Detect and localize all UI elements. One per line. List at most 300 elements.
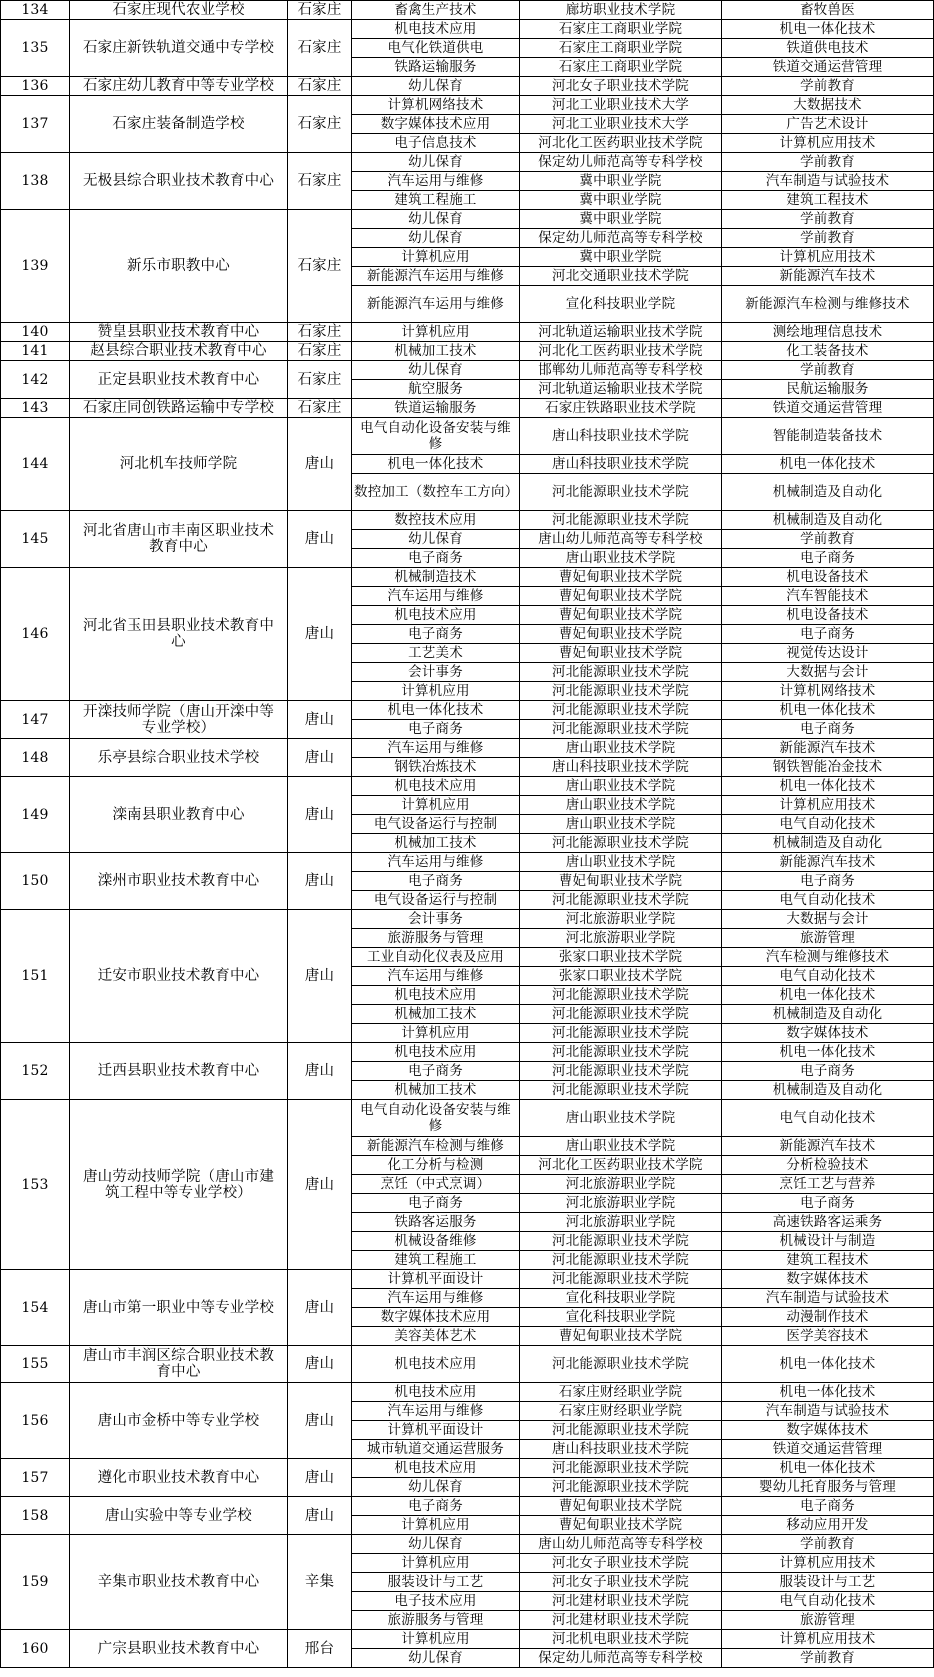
college-cell: 河北旅游职业学院: [520, 1175, 722, 1194]
college-cell: 河北能源职业技术学院: [520, 701, 722, 720]
higher-major-cell: 高速铁路客运乘务: [722, 1213, 934, 1232]
college-cell: 唐山科技职业技术学院: [520, 418, 722, 455]
higher-major-cell: 学前教育: [722, 361, 934, 380]
higher-major-cell: 数字媒体技术: [722, 1024, 934, 1043]
city-cell: 唐山: [288, 1043, 352, 1100]
table-row: [1, 323, 934, 342]
secondary-major-cell: 钢铁冶炼技术: [352, 758, 520, 777]
school-name-cell: 正定县职业技术教育中心: [70, 361, 288, 399]
college-cell: 曹妃甸职业技术学院: [520, 1327, 722, 1346]
secondary-major-cell: 汽车运用与维修: [352, 587, 520, 606]
table-row: [1, 1535, 934, 1554]
higher-major-cell: 视觉传达设计: [722, 644, 934, 663]
city-cell: 石家庄: [288, 1, 352, 20]
school-name-cell: 赵县综合职业技术教育中心: [70, 342, 288, 361]
college-cell: 唐山幼儿师范高等专科学校: [520, 1535, 722, 1554]
higher-major-cell: 计算机应用技术: [722, 248, 934, 267]
college-cell: 曹妃甸职业技术学院: [520, 644, 722, 663]
city-cell: 唐山: [288, 1100, 352, 1270]
secondary-major-cell: 电子商务: [352, 1062, 520, 1081]
school-name-cell: 石家庄新铁轨道交通中专学校: [70, 20, 288, 77]
college-cell: 唐山职业技术学院: [520, 1137, 722, 1156]
table-row: [1, 853, 934, 872]
secondary-major-cell: 工业自动化仪表及应用: [352, 948, 520, 967]
table-row: [1, 1, 934, 20]
secondary-major-cell: 机电技术应用: [352, 986, 520, 1005]
secondary-major-cell: 计算机平面设计: [352, 1421, 520, 1440]
higher-major-cell: 机械制造及自动化: [722, 1005, 934, 1024]
school-number-cell: 156: [1, 1383, 70, 1459]
higher-major-cell: 服装设计与工艺: [722, 1573, 934, 1592]
secondary-major-cell: 机电技术应用: [352, 606, 520, 625]
higher-major-cell: 计算机应用技术: [722, 1630, 934, 1649]
college-cell: 唐山职业技术学院: [520, 853, 722, 872]
higher-major-cell: 新能源汽车检测与维修技术: [722, 286, 934, 323]
college-cell: 河北能源职业技术学院: [520, 1024, 722, 1043]
table-row: [1, 96, 934, 115]
secondary-major-cell: 汽车运用与维修: [352, 1289, 520, 1308]
college-cell: 河北能源职业技术学院: [520, 1232, 722, 1251]
secondary-major-cell: 幼儿保育: [352, 1649, 520, 1668]
secondary-major-cell: 电子技术应用: [352, 1592, 520, 1611]
higher-major-cell: 电气自动化技术: [722, 891, 934, 910]
school-number-cell: 149: [1, 777, 70, 853]
city-cell: 石家庄: [288, 77, 352, 96]
college-cell: 曹妃甸职业技术学院: [520, 1497, 722, 1516]
college-cell: 河北能源职业技术学院: [520, 1081, 722, 1100]
college-cell: 河北建材职业技术学院: [520, 1611, 722, 1630]
city-cell: 唐山: [288, 1497, 352, 1535]
higher-major-cell: 测绘地理信息技术: [722, 323, 934, 342]
table-row: [1, 1043, 934, 1062]
college-cell: 河北能源职业技术学院: [520, 474, 722, 511]
school-name-cell: 赞皇县职业技术教育中心: [70, 323, 288, 342]
college-cell: 唐山科技职业技术学院: [520, 1440, 722, 1459]
college-cell: 唐山职业技术学院: [520, 549, 722, 568]
college-cell: 河北能源职业技术学院: [520, 663, 722, 682]
secondary-major-cell: 汽车运用与维修: [352, 1402, 520, 1421]
college-cell: 宣化科技职业学院: [520, 286, 722, 323]
college-cell: 河北化工医药职业技术学院: [520, 342, 722, 361]
secondary-major-cell: 铁路运输服务: [352, 58, 520, 77]
college-cell: 河北能源职业技术学院: [520, 1421, 722, 1440]
higher-major-cell: 汽车制造与试验技术: [722, 1289, 934, 1308]
higher-major-cell: 电子商务: [722, 1497, 934, 1516]
table-row: [1, 418, 934, 455]
higher-major-cell: 计算机应用技术: [722, 134, 934, 153]
college-cell: 石家庄财经职业学院: [520, 1383, 722, 1402]
school-name-cell: 唐山劳动技师学院（唐山市建筑工程中等专业学校）: [70, 1100, 288, 1270]
college-cell: 石家庄财经职业学院: [520, 1402, 722, 1421]
secondary-major-cell: 计算机应用: [352, 796, 520, 815]
secondary-major-cell: 会计事务: [352, 910, 520, 929]
higher-major-cell: 广告艺术设计: [722, 115, 934, 134]
city-cell: 唐山: [288, 568, 352, 701]
secondary-major-cell: 幼儿保育: [352, 153, 520, 172]
higher-major-cell: 动漫制作技术: [722, 1308, 934, 1327]
school-number-cell: 152: [1, 1043, 70, 1100]
school-number-cell: 158: [1, 1497, 70, 1535]
school-name-cell: 石家庄装备制造学校: [70, 96, 288, 153]
school-name-cell: 唐山市第一职业中等专业学校: [70, 1270, 288, 1346]
secondary-major-cell: 机电一体化技术: [352, 455, 520, 474]
city-cell: 石家庄: [288, 361, 352, 399]
secondary-major-cell: 烹饪（中式烹调）: [352, 1175, 520, 1194]
secondary-major-cell: 新能源汽车运用与维修: [352, 286, 520, 323]
college-cell: 河北能源职业技术学院: [520, 1251, 722, 1270]
secondary-major-cell: 机电技术应用: [352, 20, 520, 39]
secondary-major-cell: 幼儿保育: [352, 530, 520, 549]
table-row: [1, 511, 934, 530]
secondary-major-cell: 美容美体艺术: [352, 1327, 520, 1346]
higher-major-cell: 机械制造及自动化: [722, 834, 934, 853]
higher-major-cell: 数字媒体技术: [722, 1270, 934, 1289]
table-row: [1, 568, 934, 587]
college-cell: 廊坊职业技术学院: [520, 1, 722, 20]
college-cell: 河北化工医药职业技术学院: [520, 1156, 722, 1175]
higher-major-cell: 民航运输服务: [722, 380, 934, 399]
table-row: [1, 399, 934, 418]
secondary-major-cell: 工艺美术: [352, 644, 520, 663]
secondary-major-cell: 会计事务: [352, 663, 520, 682]
secondary-major-cell: 机械加工技术: [352, 342, 520, 361]
college-cell: 河北交通职业技术学院: [520, 267, 722, 286]
school-number-cell: 159: [1, 1535, 70, 1630]
secondary-major-cell: 电子商务: [352, 549, 520, 568]
city-cell: 石家庄: [288, 153, 352, 210]
secondary-major-cell: 建筑工程施工: [352, 191, 520, 210]
higher-major-cell: 建筑工程技术: [722, 191, 934, 210]
secondary-major-cell: 电子信息技术: [352, 134, 520, 153]
higher-major-cell: 铁道交通运营管理: [722, 1440, 934, 1459]
higher-major-cell: 机电一体化技术: [722, 777, 934, 796]
college-cell: 石家庄工商职业学院: [520, 58, 722, 77]
higher-major-cell: 学前教育: [722, 1535, 934, 1554]
higher-major-cell: 机电一体化技术: [722, 1043, 934, 1062]
higher-major-cell: 铁道交通运营管理: [722, 58, 934, 77]
school-name-cell: 乐亭县综合职业技术学校: [70, 739, 288, 777]
secondary-major-cell: 电子商务: [352, 625, 520, 644]
school-number-cell: 146: [1, 568, 70, 701]
city-cell: 石家庄: [288, 323, 352, 342]
secondary-major-cell: 幼儿保育: [352, 361, 520, 380]
higher-major-cell: 学前教育: [722, 1649, 934, 1668]
higher-major-cell: 电子商务: [722, 1062, 934, 1081]
higher-major-cell: 移动应用开发: [722, 1516, 934, 1535]
city-cell: 唐山: [288, 910, 352, 1043]
table-row: [1, 361, 934, 380]
city-cell: 唐山: [288, 701, 352, 739]
college-cell: 河北女子职业技术学院: [520, 1554, 722, 1573]
school-number-cell: 137: [1, 96, 70, 153]
college-cell: 河北旅游职业学院: [520, 910, 722, 929]
secondary-major-cell: 数控加工（数控车工方向）: [352, 474, 520, 511]
secondary-major-cell: 机电技术应用: [352, 777, 520, 796]
secondary-major-cell: 数字媒体技术应用: [352, 1308, 520, 1327]
college-cell: 唐山幼儿师范高等专科学校: [520, 530, 722, 549]
higher-major-cell: 机械制造及自动化: [722, 511, 934, 530]
secondary-major-cell: 机电技术应用: [352, 1459, 520, 1478]
higher-major-cell: 学前教育: [722, 77, 934, 96]
college-cell: 河北能源职业技术学院: [520, 1270, 722, 1289]
college-cell: 河北工业职业技术大学: [520, 115, 722, 134]
city-cell: 唐山: [288, 777, 352, 853]
school-number-cell: 157: [1, 1459, 70, 1497]
college-cell: 河北轨道运输职业技术学院: [520, 323, 722, 342]
college-cell: 唐山职业技术学院: [520, 815, 722, 834]
table-row: [1, 77, 934, 96]
school-name-cell: 唐山实验中等专业学校: [70, 1497, 288, 1535]
school-number-cell: 140: [1, 323, 70, 342]
school-number-cell: 139: [1, 210, 70, 323]
secondary-major-cell: 机械加工技术: [352, 1081, 520, 1100]
table-row: [1, 1497, 934, 1516]
college-cell: 宣化科技职业学院: [520, 1308, 722, 1327]
school-number-cell: 138: [1, 153, 70, 210]
higher-major-cell: 计算机应用技术: [722, 796, 934, 815]
secondary-major-cell: 数控技术应用: [352, 511, 520, 530]
higher-major-cell: 医学美容技术: [722, 1327, 934, 1346]
secondary-major-cell: 电气设备运行与控制: [352, 891, 520, 910]
school-number-cell: 153: [1, 1100, 70, 1270]
secondary-major-cell: 新能源汽车检测与维修: [352, 1137, 520, 1156]
secondary-major-cell: 汽车运用与维修: [352, 739, 520, 758]
higher-major-cell: 学前教育: [722, 153, 934, 172]
school-number-cell: 135: [1, 20, 70, 77]
school-name-cell: 唐山市金桥中等专业学校: [70, 1383, 288, 1459]
city-cell: 唐山: [288, 1383, 352, 1459]
school-name-cell: 辛集市职业技术教育中心: [70, 1535, 288, 1630]
school-name-cell: 河北省玉田县职业技术教育中心: [70, 568, 288, 701]
higher-major-cell: 烹饪工艺与营养: [722, 1175, 934, 1194]
higher-major-cell: 机电一体化技术: [722, 986, 934, 1005]
secondary-major-cell: 数字媒体技术应用: [352, 115, 520, 134]
city-cell: 唐山: [288, 853, 352, 910]
higher-major-cell: 铁道供电技术: [722, 39, 934, 58]
secondary-major-cell: 计算机平面设计: [352, 1270, 520, 1289]
college-cell: 唐山职业技术学院: [520, 777, 722, 796]
college-cell: 河北女子职业技术学院: [520, 1573, 722, 1592]
college-cell: 张家口职业技术学院: [520, 967, 722, 986]
city-cell: 邢台: [288, 1630, 352, 1668]
higher-major-cell: 汽车检测与维修技术: [722, 948, 934, 967]
college-cell: 石家庄铁路职业技术学院: [520, 399, 722, 418]
table-row: [1, 1270, 934, 1289]
city-cell: 石家庄: [288, 342, 352, 361]
table-row: [1, 1383, 934, 1402]
city-cell: 唐山: [288, 1346, 352, 1383]
higher-major-cell: 婴幼儿托育服务与管理: [722, 1478, 934, 1497]
school-number-cell: 143: [1, 399, 70, 418]
school-number-cell: 151: [1, 910, 70, 1043]
secondary-major-cell: 汽车运用与维修: [352, 967, 520, 986]
higher-major-cell: 钢铁智能冶金技术: [722, 758, 934, 777]
higher-major-cell: 智能制造装备技术: [722, 418, 934, 455]
city-cell: 石家庄: [288, 399, 352, 418]
secondary-major-cell: 服装设计与工艺: [352, 1573, 520, 1592]
college-cell: 冀中职业学院: [520, 248, 722, 267]
secondary-major-cell: 航空服务: [352, 380, 520, 399]
higher-major-cell: 机械设计与制造: [722, 1232, 934, 1251]
secondary-major-cell: 电子商务: [352, 872, 520, 891]
school-number-cell: 142: [1, 361, 70, 399]
school-number-cell: 144: [1, 418, 70, 511]
secondary-major-cell: 幼儿保育: [352, 1535, 520, 1554]
secondary-major-cell: 新能源汽车运用与维修: [352, 267, 520, 286]
higher-major-cell: 汽车制造与试验技术: [722, 172, 934, 191]
table-row: [1, 20, 934, 39]
secondary-major-cell: 机械加工技术: [352, 834, 520, 853]
secondary-major-cell: 机电技术应用: [352, 1043, 520, 1062]
higher-major-cell: 机电设备技术: [722, 606, 934, 625]
table-row: [1, 1459, 934, 1478]
school-number-cell: 134: [1, 1, 70, 20]
higher-major-cell: 新能源汽车技术: [722, 1137, 934, 1156]
secondary-major-cell: 铁道运输服务: [352, 399, 520, 418]
higher-major-cell: 旅游管理: [722, 929, 934, 948]
higher-major-cell: 机电一体化技术: [722, 1346, 934, 1383]
school-name-cell: 石家庄同创铁路运输中专学校: [70, 399, 288, 418]
secondary-major-cell: 幼儿保育: [352, 210, 520, 229]
secondary-major-cell: 计算机应用: [352, 1630, 520, 1649]
higher-major-cell: 计算机网络技术: [722, 682, 934, 701]
city-cell: 辛集: [288, 1535, 352, 1630]
higher-major-cell: 计算机应用技术: [722, 1554, 934, 1573]
secondary-major-cell: 汽车运用与维修: [352, 853, 520, 872]
table-row: [1, 1100, 934, 1137]
secondary-major-cell: 化工分析与检测: [352, 1156, 520, 1175]
secondary-major-cell: 计算机应用: [352, 682, 520, 701]
college-cell: 河北能源职业技术学院: [520, 1478, 722, 1497]
college-cell: 邯郸幼儿师范高等专科学校: [520, 361, 722, 380]
school-number-cell: 141: [1, 342, 70, 361]
higher-major-cell: 分析检验技术: [722, 1156, 934, 1175]
school-number-cell: 150: [1, 853, 70, 910]
school-name-cell: 广宗县职业技术教育中心: [70, 1630, 288, 1668]
table-row: [1, 153, 934, 172]
secondary-major-cell: 机械制造技术: [352, 568, 520, 587]
city-cell: 唐山: [288, 739, 352, 777]
school-number-cell: 154: [1, 1270, 70, 1346]
college-cell: 冀中职业学院: [520, 210, 722, 229]
school-name-cell: 迁西县职业技术教育中心: [70, 1043, 288, 1100]
secondary-major-cell: 计算机应用: [352, 1516, 520, 1535]
secondary-major-cell: 计算机应用: [352, 323, 520, 342]
city-cell: 唐山: [288, 511, 352, 568]
secondary-major-cell: 电气自动化设备安装与维修: [352, 1100, 520, 1137]
higher-major-cell: 大数据技术: [722, 96, 934, 115]
school-name-cell: 石家庄现代农业学校: [70, 1, 288, 20]
table-row: [1, 777, 934, 796]
college-cell: 宣化科技职业学院: [520, 1289, 722, 1308]
higher-major-cell: 建筑工程技术: [722, 1251, 934, 1270]
college-cell: 河北能源职业技术学院: [520, 1043, 722, 1062]
city-cell: 石家庄: [288, 96, 352, 153]
college-cell: 唐山职业技术学院: [520, 739, 722, 758]
college-cell: 河北建材职业技术学院: [520, 1592, 722, 1611]
secondary-major-cell: 机电技术应用: [352, 1346, 520, 1383]
secondary-major-cell: 电气设备运行与控制: [352, 815, 520, 834]
secondary-major-cell: 机械加工技术: [352, 1005, 520, 1024]
secondary-major-cell: 幼儿保育: [352, 229, 520, 248]
school-name-cell: 无极县综合职业技术教育中心: [70, 153, 288, 210]
college-cell: 保定幼儿师范高等专科学校: [520, 229, 722, 248]
higher-major-cell: 电子商务: [722, 1194, 934, 1213]
higher-major-cell: 机械制造及自动化: [722, 1081, 934, 1100]
college-cell: 河北机电职业技术学院: [520, 1630, 722, 1649]
secondary-major-cell: 计算机应用: [352, 1024, 520, 1043]
higher-major-cell: 机电一体化技术: [722, 20, 934, 39]
higher-major-cell: 电子商务: [722, 549, 934, 568]
college-cell: 河北旅游职业学院: [520, 1194, 722, 1213]
secondary-major-cell: 电子商务: [352, 720, 520, 739]
college-cell: 张家口职业技术学院: [520, 948, 722, 967]
school-number-cell: 148: [1, 739, 70, 777]
higher-major-cell: 机电一体化技术: [722, 1459, 934, 1478]
college-cell: 曹妃甸职业技术学院: [520, 1516, 722, 1535]
higher-major-cell: 汽车智能技术: [722, 587, 934, 606]
secondary-major-cell: 计算机网络技术: [352, 96, 520, 115]
higher-major-cell: 机电一体化技术: [722, 1383, 934, 1402]
secondary-major-cell: 旅游服务与管理: [352, 1611, 520, 1630]
secondary-major-cell: 幼儿保育: [352, 1478, 520, 1497]
college-cell: 唐山职业技术学院: [520, 796, 722, 815]
secondary-major-cell: 旅游服务与管理: [352, 929, 520, 948]
higher-major-cell: 学前教育: [722, 530, 934, 549]
secondary-major-cell: 电气化铁道供电: [352, 39, 520, 58]
school-name-cell: 滦州市职业技术教育中心: [70, 853, 288, 910]
school-number-cell: 155: [1, 1346, 70, 1383]
table-row: [1, 910, 934, 929]
higher-major-cell: 电子商务: [722, 872, 934, 891]
college-cell: 河北能源职业技术学院: [520, 682, 722, 701]
secondary-major-cell: 汽车运用与维修: [352, 172, 520, 191]
secondary-major-cell: 电气自动化设备安装与维修: [352, 418, 520, 455]
college-cell: 唐山科技职业技术学院: [520, 758, 722, 777]
college-cell: 河北女子职业技术学院: [520, 77, 722, 96]
college-cell: 河北能源职业技术学院: [520, 1062, 722, 1081]
higher-major-cell: 电气自动化技术: [722, 1100, 934, 1137]
higher-major-cell: 大数据与会计: [722, 910, 934, 929]
college-cell: 冀中职业学院: [520, 172, 722, 191]
college-cell: 石家庄工商职业学院: [520, 20, 722, 39]
secondary-major-cell: 计算机应用: [352, 248, 520, 267]
higher-major-cell: 畜牧兽医: [722, 1, 934, 20]
higher-major-cell: 电子商务: [722, 720, 934, 739]
college-cell: 曹妃甸职业技术学院: [520, 606, 722, 625]
college-cell: 曹妃甸职业技术学院: [520, 587, 722, 606]
higher-major-cell: 机械制造及自动化: [722, 474, 934, 511]
city-cell: 唐山: [288, 1459, 352, 1497]
city-cell: 石家庄: [288, 210, 352, 323]
city-cell: 石家庄: [288, 20, 352, 77]
college-cell: 河北能源职业技术学院: [520, 720, 722, 739]
secondary-major-cell: 铁路客运服务: [352, 1213, 520, 1232]
school-number-cell: 147: [1, 701, 70, 739]
school-number-cell: 160: [1, 1630, 70, 1668]
higher-major-cell: 学前教育: [722, 210, 934, 229]
higher-major-cell: 电气自动化技术: [722, 1592, 934, 1611]
college-cell: 河北化工医药职业技术学院: [520, 134, 722, 153]
higher-major-cell: 新能源汽车技术: [722, 739, 934, 758]
college-cell: 曹妃甸职业技术学院: [520, 568, 722, 587]
table-row: [1, 1630, 934, 1649]
secondary-major-cell: 计算机应用: [352, 1554, 520, 1573]
college-cell: 河北能源职业技术学院: [520, 1346, 722, 1383]
table-row: [1, 342, 934, 361]
college-cell: 河北能源职业技术学院: [520, 891, 722, 910]
college-cell: 唐山科技职业技术学院: [520, 455, 722, 474]
